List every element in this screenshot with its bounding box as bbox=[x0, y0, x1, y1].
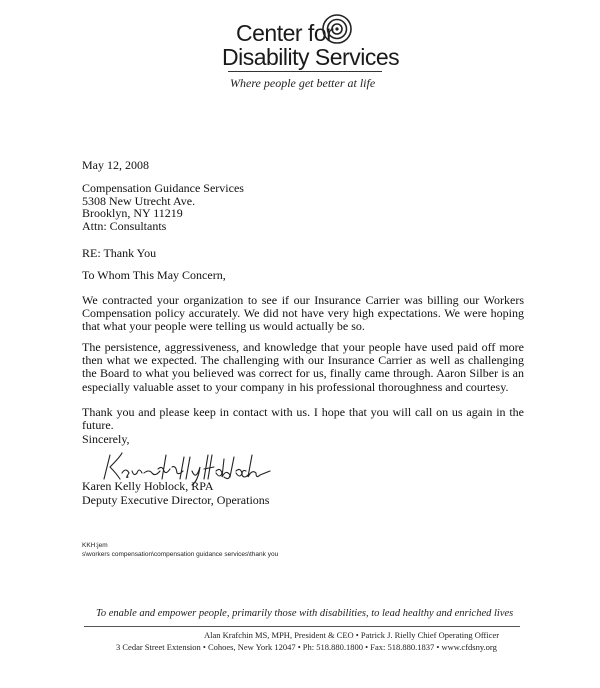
address-line: 5308 New Utrecht Ave. bbox=[82, 193, 196, 208]
reference-initials: KKH:jem bbox=[82, 542, 108, 549]
subject-line: RE: Thank You bbox=[82, 246, 157, 260]
closing: Sincerely, bbox=[82, 432, 130, 446]
reference-notation bbox=[82, 541, 278, 559]
body-paragraph: Thank you and please keep in contact with us. I hope that you will call on us again in the future. bbox=[82, 405, 524, 433]
tagline: Where people get better at life bbox=[230, 76, 376, 90]
body-paragraph: We contracted your organization to see if our Insurance Carrier was billing our Workers Compensation policy accurately. We did not have very high expectations. We were hoping that what your people were telling us would actually be so. bbox=[82, 293, 524, 334]
org-name-line2: Disability Services bbox=[222, 44, 400, 70]
org-name-line1: Center for bbox=[236, 20, 334, 46]
address-line: Compensation Guidance Services bbox=[82, 181, 244, 195]
reference-file-path: s\workers compensation\compensation guidance services\thank you bbox=[82, 551, 279, 558]
body-paragraph: The persistence, aggressiveness, and knowledge that your people have used paid off more then what we expected. The challenging with our Insurance Carrier as well as challenging the Board to what you believed was correct for us, finally came through. Aaron Silber is an especially valuable asset to your company in his professional thoroughness and courtesy. bbox=[82, 340, 524, 394]
footer-officers: Alan Krafchin MS, MPH, President & CEO • Patrick J. Rielly Chief Operating Officer bbox=[204, 630, 500, 640]
tagline-rule bbox=[228, 71, 382, 72]
signer-title: Deputy Executive Director, Operations bbox=[82, 493, 270, 507]
footer-contact: 3 Cedar Street Extension • Cohoes, New York 12047 • Ph: 518.880.1800 • Fax: 518.880.1837 • www.cfdsny.org bbox=[116, 642, 497, 652]
mission-statement: To enable and empower people, primarily those with disabilities, to lead healthy and enriched lives bbox=[96, 608, 514, 619]
address-line: Brooklyn, NY 11219 bbox=[82, 206, 183, 221]
salutation: To Whom This May Concern, bbox=[82, 268, 226, 282]
footer-divider bbox=[84, 626, 520, 627]
address-line: Attn: Consultants bbox=[82, 218, 167, 233]
organization-logo bbox=[321, 13, 353, 45]
letter-date: May 12, 2008 bbox=[82, 158, 149, 172]
recipient-address bbox=[82, 182, 244, 232]
signer-name: Karen Kelly Hoblock, RPA bbox=[82, 479, 214, 493]
